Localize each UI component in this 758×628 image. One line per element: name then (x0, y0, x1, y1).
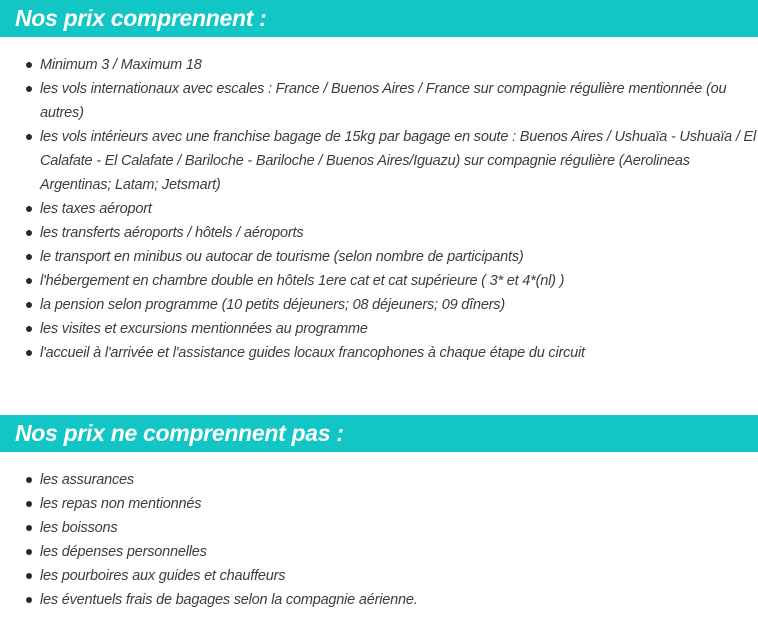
included-item-airport-taxes: les taxes aéroport (0, 197, 758, 221)
excluded-item-insurance: les assurances (0, 468, 758, 492)
included-item-transfers: les transferts aéroports / hôtels / aéroports (0, 221, 758, 245)
included-item-minimum: Minimum 3 / Maximum 18 (0, 53, 758, 77)
included-item-transport: le transport en minibus ou autocar de tourisme (selon nombre de participants) (0, 245, 758, 269)
included-list (0, 53, 758, 365)
excluded-item-drinks: les boissons (0, 516, 758, 540)
excluded-item-baggage-fees: les éventuels frais de bagages selon la compagnie aérienne. (0, 588, 758, 612)
included-heading: Nos prix comprennent : (0, 0, 758, 37)
included-item-visits: les visites et excursions mentionnées au programme (0, 317, 758, 341)
excluded-item-tips: les pourboires aux guides et chauffeurs (0, 564, 758, 588)
included-item-international-flights: les vols internationaux avec escales : France / Buenos Aires / France sur compagnie régulière mentionnée (ou autres) (0, 77, 758, 125)
included-item-meals: la pension selon programme (10 petits déjeuners; 08 déjeuners; 09 dîners) (0, 293, 758, 317)
included-item-accommodation: l'hébergement en chambre double en hôtels 1ere cat et cat supérieure ( 3* et 4*(nl) ) (0, 269, 758, 293)
included-item-domestic-flights: les vols intérieurs avec une franchise bagage de 15kg par bagage en soute : Buenos Aires / Ushuaïa - Ushuaïa / El Calafate - El Calafate / Bariloche - Bariloche / Buenos Aires/Iguazu) sur compagnie régulière (Aerolineas Argentinas; Latam; Jetsmart) (0, 125, 758, 197)
excluded-item-personal-expenses: les dépenses personnelles (0, 540, 758, 564)
excluded-heading: Nos prix ne comprennent pas : (0, 415, 758, 452)
excluded-item-meals: les repas non mentionnés (0, 492, 758, 516)
excluded-section (0, 415, 758, 612)
included-item-guides: l'accueil à l'arrivée et l'assistance guides locaux francophones à chaque étape du circuit (0, 341, 758, 365)
excluded-list (0, 468, 758, 612)
